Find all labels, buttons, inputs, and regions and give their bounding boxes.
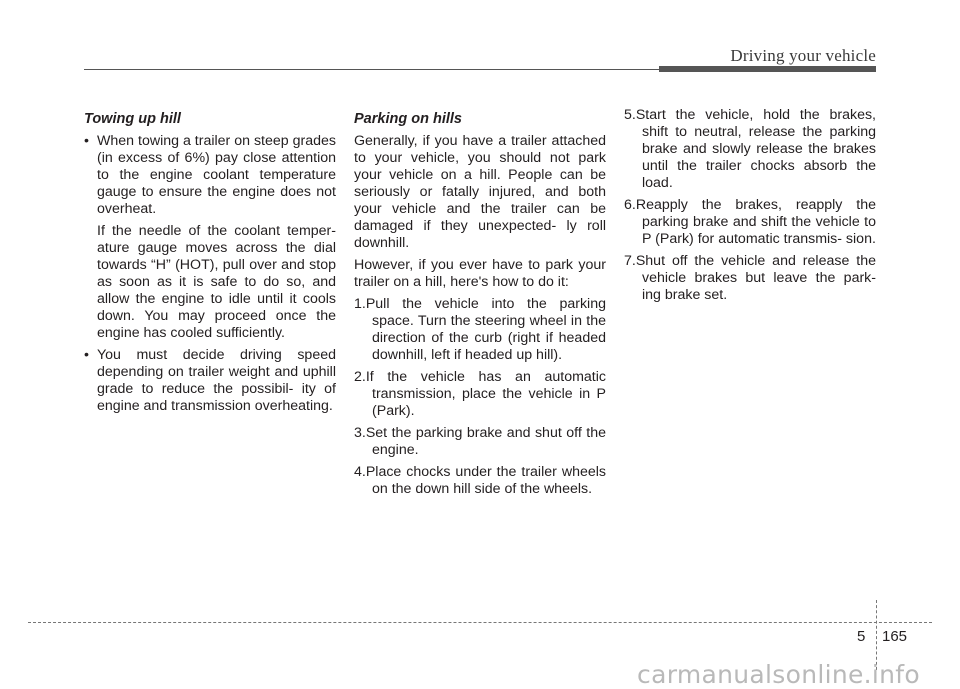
- parking-intro-2: However, if you ever have to park your trailer on a hill, here's how to do it:: [354, 257, 606, 290]
- towing-bullet-1-text: When towing a trailer on steep grades (in excess of 6%) pay close attention to the engine coolant temperature gauge to ensure the engine does not overheat.: [97, 133, 336, 217]
- footer-divider: [28, 622, 932, 623]
- parking-step-7: 7.Shut off the vehicle and release the vehicle brakes but leave the park- ing brake set.: [624, 253, 876, 303]
- parking-step-4: 4.Place chocks under the trailer wheels on the down hill side of the wheels.: [354, 464, 606, 497]
- chapter-number: 5: [857, 628, 866, 645]
- page-number: 165: [882, 628, 908, 645]
- towing-bullet-1-sub: If the needle of the coolant temper- ature gauge moves across the dial towards “H” (HOT), pull over and stop as soon as it is safe to do so, and allow the engine to idle until it cools down. You may proceed once the engine has cooled sufficiently.: [97, 223, 336, 341]
- parking-step-6: 6.Reapply the brakes, reapply the parking brake and shift the vehicle to P (Park) for automatic transmis- sion.: [624, 197, 876, 247]
- header-rule: [84, 69, 659, 70]
- column-2: [354, 111, 606, 503]
- column-1: [84, 111, 336, 420]
- column-3: [624, 107, 876, 309]
- parking-step-2: 2.If the vehicle has an automatic transmission, place the vehicle in P (Park).: [354, 369, 606, 419]
- parking-intro: Generally, if you have a trailer attached to your vehicle, you should not park your vehicle on a hill. People can be seriously or fatally injured, and both your vehicle and the trailer can be damaged if they unexpected- ly roll downhill.: [354, 133, 606, 251]
- towing-bullet-2: [84, 347, 336, 415]
- parking-step-3: 3.Set the parking brake and shut off the engine.: [354, 425, 606, 458]
- section-title: Driving your vehicle: [730, 46, 876, 65]
- parking-heading: Parking on hills: [354, 111, 462, 127]
- parking-step-5: 5.Start the vehicle, hold the brakes, shift to neutral, release the parking brake and slowly release the brakes until the trailer chocks absorb the load.: [624, 107, 876, 191]
- watermark: carmanualsonline.info: [637, 660, 920, 689]
- towing-bullet-1: [84, 133, 336, 218]
- parking-step-1: 1.Pull the vehicle into the parking space. Turn the steering wheel in the direction of the curb (right if headed downhill, left if headed up hill).: [354, 296, 606, 363]
- header-bar: [659, 66, 876, 72]
- towing-heading: Towing up hill: [84, 111, 181, 127]
- towing-bullet-2-text: You must decide driving speed depending on trailer weight and uphill grade to reduce the possibil- ity of engine and transmission overheating.: [97, 347, 336, 414]
